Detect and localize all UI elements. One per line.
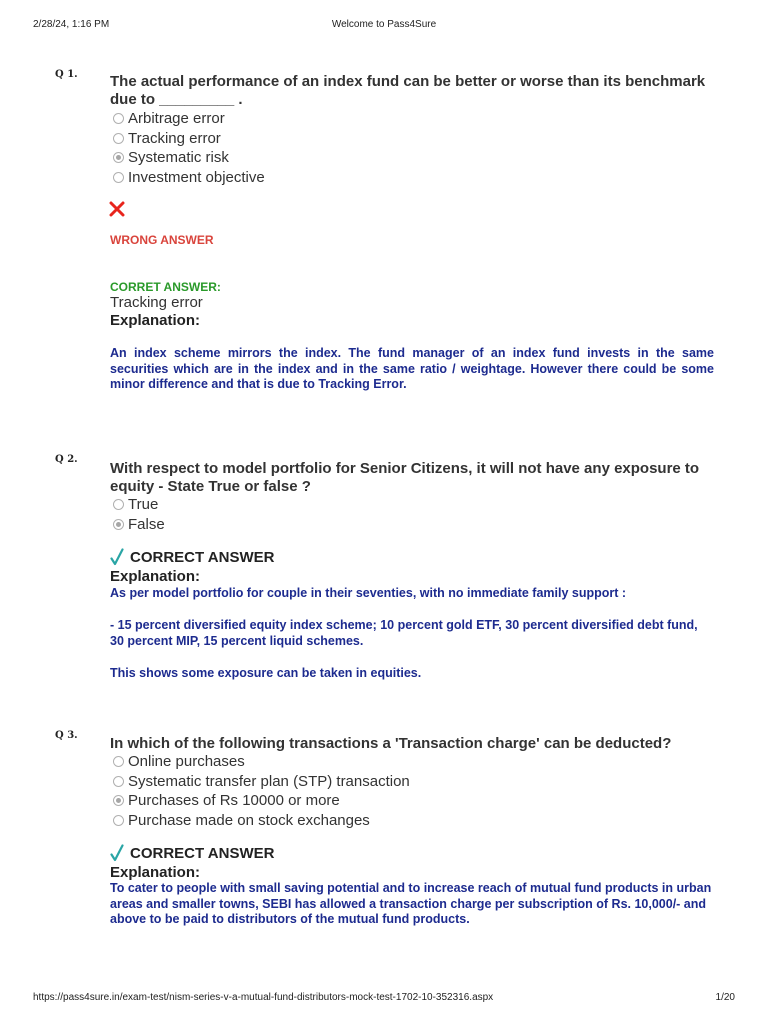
question-number: Q 3.	[55, 730, 78, 741]
option[interactable]	[113, 148, 265, 168]
cross-icon	[109, 201, 125, 217]
question-text: In which of the following transactions a 'Transaction charge' can be deducted?	[110, 735, 672, 752]
explanation-text: An index scheme mirrors the index. The fund manager of an index fund invests in the same securities which are in the index and in the same ratio / weightage. However there could be some minor difference and that is due to Tracking Error.	[110, 346, 714, 391]
option-label: Arbitrage error	[128, 110, 225, 128]
option-label: Systematic risk	[128, 149, 229, 167]
option-label: Systematic transfer plan (STP) transaction	[128, 772, 410, 790]
option-label: True	[128, 496, 159, 514]
option[interactable]	[113, 129, 265, 149]
correct-answer-label: CORRECT ANSWER	[130, 548, 275, 566]
option[interactable]	[113, 109, 265, 129]
option[interactable]	[113, 168, 265, 188]
radio-icon[interactable]	[113, 815, 124, 826]
radio-icon[interactable]	[113, 172, 124, 183]
radio-selected-icon[interactable]	[113, 152, 124, 163]
checkmark-icon	[110, 844, 124, 862]
option[interactable]	[113, 791, 410, 811]
correct-answer-label: CORRET ANSWER:	[110, 280, 221, 294]
option-label: Online purchases	[128, 753, 245, 771]
page-url: https://pass4sure.in/exam-test/nism-series-v-a-mutual-fund-distributors-mock-test-1702-10-352316.aspx	[33, 992, 494, 1003]
radio-icon[interactable]	[113, 756, 124, 767]
option-label: Purchases of Rs 10000 or more	[128, 792, 340, 810]
option[interactable]	[113, 772, 410, 792]
checkmark-icon	[110, 548, 124, 566]
option-list	[113, 109, 265, 187]
option-label: Investment objective	[128, 169, 265, 187]
explanation-text: As per model portfolio for couple in their seventies, with no immediate family support :	[110, 586, 627, 600]
explanation-heading: Explanation:	[110, 864, 201, 881]
question-text: The actual performance of an index fund can be better or worse than its benchmark due to _________ .	[110, 73, 706, 108]
option-list	[113, 752, 410, 830]
radio-icon[interactable]	[113, 499, 124, 510]
option[interactable]	[113, 811, 410, 831]
explanation-heading: Explanation:	[110, 312, 201, 329]
radio-selected-icon[interactable]	[113, 795, 124, 806]
explanation-text: To cater to people with small saving potential and to increase reach of mutual fund products in urban areas and smaller towns, SEBI has allowed a transaction charge per subscription of Rs. 10,000/- and above to be paid to distributors of the mutual fund products.	[110, 881, 712, 926]
radio-selected-icon[interactable]	[113, 519, 124, 530]
radio-icon[interactable]	[113, 113, 124, 124]
question-text: With respect to model portfolio for Senior Citizens, it will not have any exposure to equity - State True or false ?	[110, 460, 700, 495]
page-title: Welcome to Pass4Sure	[331, 19, 437, 30]
option[interactable]	[113, 752, 410, 772]
correct-answer-value: Tracking error	[110, 294, 203, 311]
explanation-text: - 15 percent diversified equity index scheme; 10 percent gold ETF, 30 percent diversified debt fund, 30 percent MIP, 15 percent liquid schemes.	[110, 618, 698, 648]
option-list	[113, 495, 165, 534]
option-label: Tracking error	[128, 129, 221, 147]
correct-answer-indicator	[110, 548, 274, 566]
option-label: False	[128, 515, 165, 533]
option[interactable]	[113, 515, 165, 535]
question-number: Q 1.	[55, 69, 78, 80]
wrong-answer-label: WRONG ANSWER	[110, 233, 214, 247]
radio-icon[interactable]	[113, 776, 124, 787]
explanation-text: This shows some exposure can be taken in equities.	[110, 666, 422, 680]
explanation-heading: Explanation:	[110, 568, 201, 585]
page-number: 1/20	[715, 992, 735, 1003]
print-datetime: 2/28/24, 1:16 PM	[33, 19, 110, 30]
option-label: Purchase made on stock exchanges	[128, 812, 370, 830]
option[interactable]	[113, 495, 165, 515]
correct-answer-indicator	[110, 844, 274, 862]
question-number: Q 2.	[55, 454, 78, 465]
radio-icon[interactable]	[113, 133, 124, 144]
correct-answer-label: CORRECT ANSWER	[130, 844, 275, 862]
